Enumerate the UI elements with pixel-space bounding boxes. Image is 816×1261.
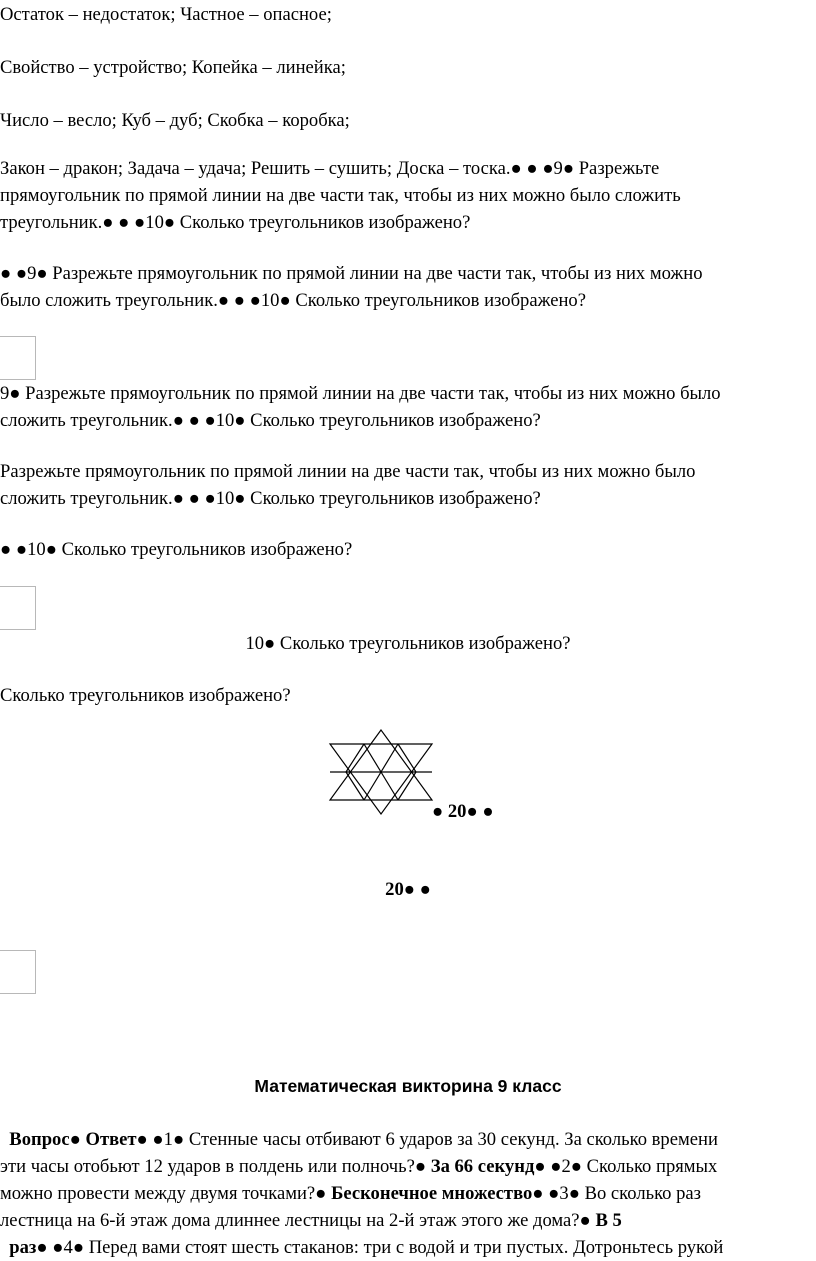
image-placeholder-box: [0, 950, 36, 994]
question-1-text-cont: эти часы отобьют 12 ударов в полдень или полночь?●: [0, 1156, 427, 1177]
paragraph-4: [0, 155, 812, 236]
paragraph-4-line-3: треугольник.● ● ●10● Сколько треугольников изображено?: [0, 212, 471, 233]
quiz-line-1: [0, 1126, 812, 1153]
paragraph-9: 10● Сколько треугольников изображено?: [245, 633, 571, 654]
paragraph-11: 20● ●: [385, 879, 431, 900]
image-placeholder-box: [0, 336, 36, 380]
triangles-star-figure: [328, 728, 434, 818]
paragraph-10: Сколько треугольников изображено?: [0, 685, 291, 706]
paragraph-4-line-1: Закон – дракон; Задача – удача; Решить – сушить; Доска – тоска.● ● ●9● Разрежьте: [0, 158, 660, 179]
question-2-text: ●2● Сколько прямых: [550, 1156, 718, 1177]
answer-2: Бесконечное множество●: [331, 1183, 544, 1204]
paragraph-6: [0, 380, 812, 434]
question-3-text-cont: лестница на 6-й этаж дома длиннее лестницы на 2-й этаж этого же дома?●: [0, 1210, 591, 1231]
paragraph-6-line-1: 9● Разрежьте прямоугольник по прямой линии на две части так, чтобы из них можно было: [0, 383, 721, 404]
paragraph-5: [0, 260, 812, 314]
paragraph-7: [0, 458, 812, 512]
paragraph-7-line-2: сложить треугольник.● ● ●10● Сколько треугольников изображено?: [0, 488, 541, 509]
paragraph-5-line-1: ● ●9● Разрежьте прямоугольник по прямой линии на две части так, чтобы из них можно: [0, 263, 703, 284]
quiz-line-4: [0, 1207, 812, 1234]
question-header: Вопрос●: [9, 1129, 81, 1150]
paragraph-5-line-2: было сложить треугольник.● ● ●10● Сколько треугольников изображено?: [0, 290, 586, 311]
quiz-line-5: [0, 1234, 812, 1261]
answer-header: Ответ●: [85, 1129, 148, 1150]
figure-label: ● 20● ●: [432, 801, 494, 822]
paragraph-8: ● ●10● Сколько треугольников изображено?: [0, 539, 353, 560]
paragraph-6-line-2: сложить треугольник.● ● ●10● Сколько треугольников изображено?: [0, 410, 541, 431]
quiz-body: [0, 1126, 812, 1261]
answer-1: За 66 секунд●: [430, 1156, 546, 1177]
question-2-text-cont: можно провести между двумя точками?●: [0, 1183, 327, 1204]
answer-3-cont: раз●: [9, 1237, 48, 1258]
paragraph-4-line-2: прямоугольник по прямой линии на две части так, чтобы из них можно было сложить: [0, 185, 681, 206]
quiz-line-3: [0, 1180, 812, 1207]
question-4-text: ●4● Перед вами стоят шесть стаканов: три с водой и три пустых. Дотроньтесь рукой: [52, 1237, 724, 1258]
paragraph-2: Свойство – устройство; Копейка – линейка;: [0, 57, 346, 78]
image-placeholder-box: [0, 586, 36, 630]
question-1-text: ●1● Стенные часы отбивают 6 ударов за 30 секунд. За сколько времени: [152, 1129, 718, 1150]
question-3-text: ●3● Во сколько раз: [548, 1183, 702, 1204]
quiz-heading: Математическая викторина 9 класс: [254, 1076, 562, 1096]
answer-3: В 5: [595, 1210, 622, 1231]
paragraph-7-line-1: Разрежьте прямоугольник по прямой линии на две части так, чтобы из них можно было: [0, 461, 696, 482]
quiz-line-2: [0, 1153, 812, 1180]
paragraph-1: Остаток – недостаток; Частное – опасное;: [0, 4, 332, 25]
paragraph-3: Число – весло; Куб – дуб; Скобка – коробка;: [0, 110, 350, 131]
